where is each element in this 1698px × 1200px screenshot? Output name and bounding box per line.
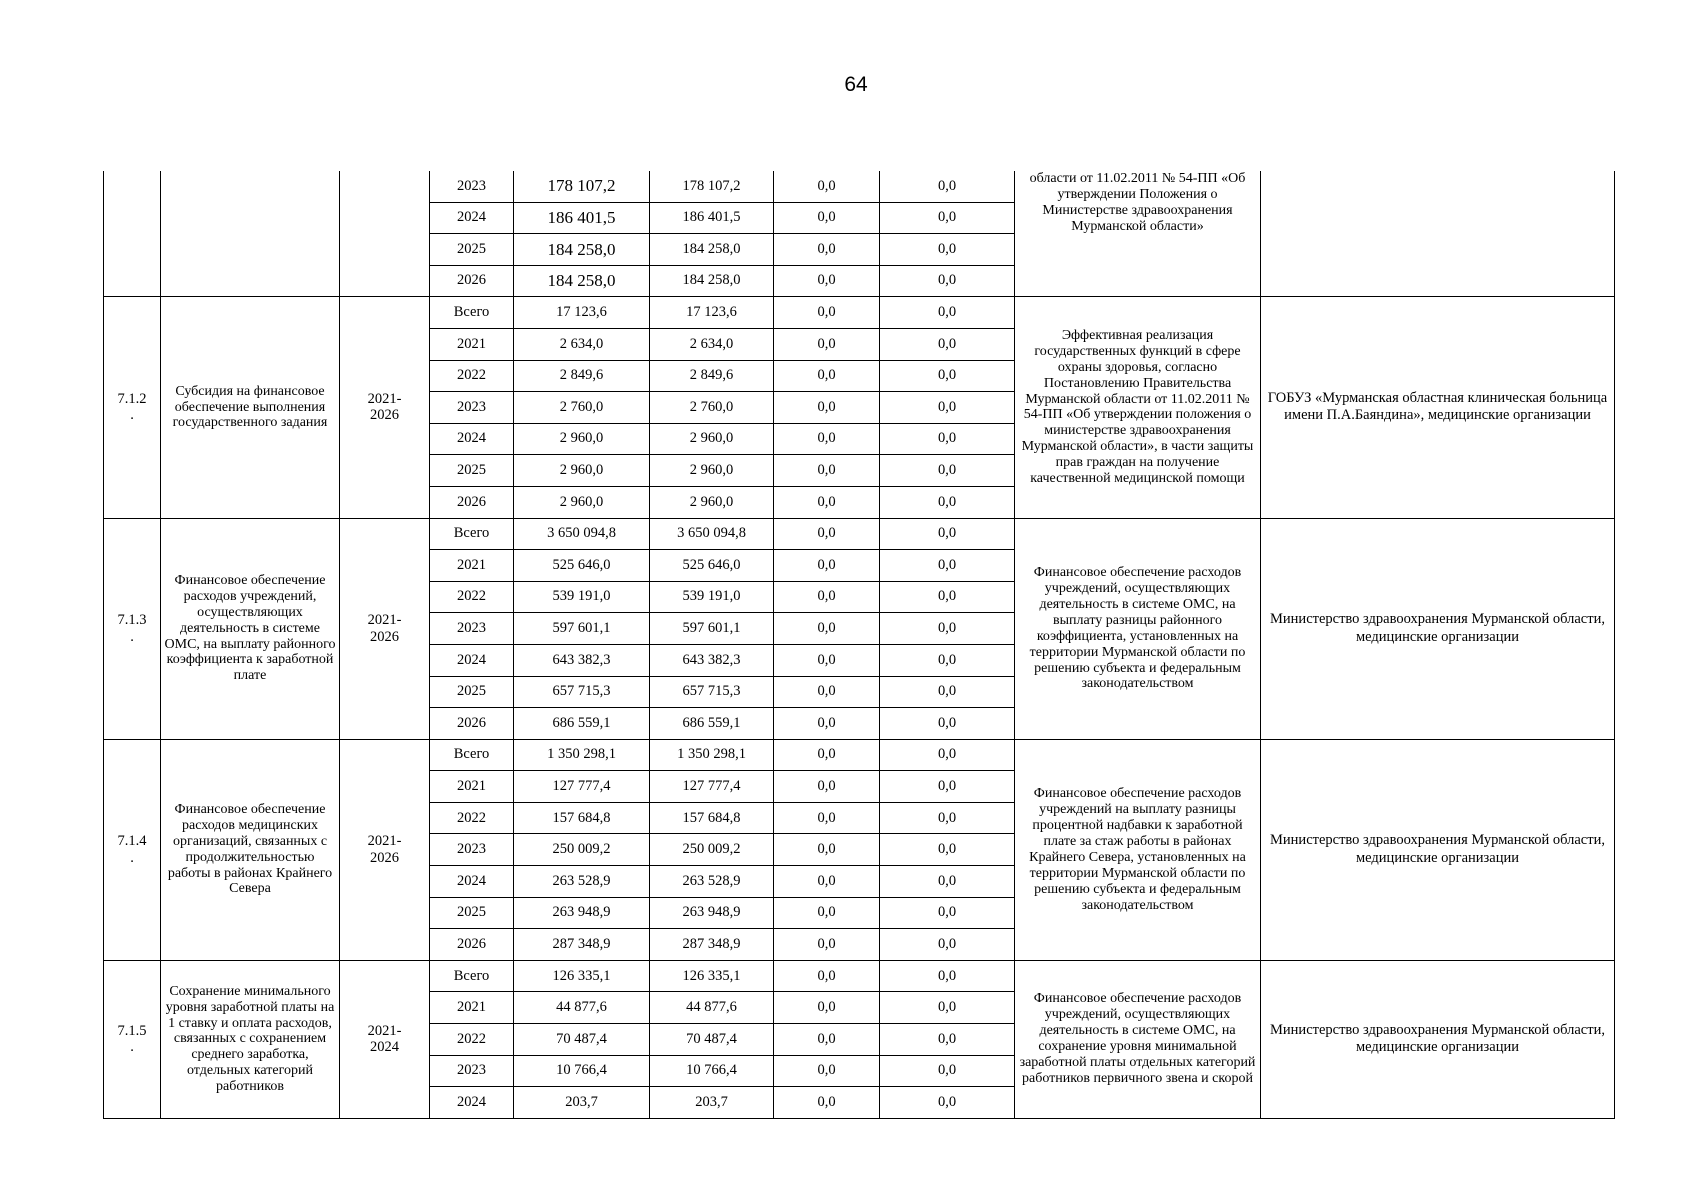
federal-budget-cell: 0,0 bbox=[774, 265, 880, 297]
item-number-cell-text: 7.1.5 . bbox=[117, 1022, 147, 1056]
other-sources-cell: 0,0 bbox=[880, 1024, 1015, 1056]
federal-budget-cell: 0,0 bbox=[774, 202, 880, 234]
total-cell: 2 849,6 bbox=[514, 360, 650, 392]
federal-budget-cell: 0,0 bbox=[774, 518, 880, 550]
item-number-cell-text: 7.1.2 . bbox=[117, 390, 147, 424]
total-cell: 3 650 094,8 bbox=[514, 518, 650, 550]
regional-budget-cell: 539 191,0 bbox=[650, 581, 774, 613]
total-cell: 70 487,4 bbox=[514, 1024, 650, 1056]
other-sources-cell: 0,0 bbox=[880, 455, 1015, 487]
item-period-cell-text: 2021- 2026 bbox=[367, 390, 402, 424]
item-number-cell bbox=[104, 518, 161, 739]
item-name-cell-text: Субсидия на финансовое обеспечение выполнения государственного задания bbox=[172, 383, 328, 431]
year-cell: Всего bbox=[430, 739, 514, 771]
federal-budget-cell: 0,0 bbox=[774, 992, 880, 1024]
item-name-cell-text: Финансовое обеспечение расходов медицинских организаций, связанных с продолжительностью работы в районах Крайнего Севера bbox=[167, 802, 333, 897]
total-cell: 686 559,1 bbox=[514, 708, 650, 740]
item-name-cell-text: Сохранение минимального уровня заработной платы на 1 ставку и оплата расходов, связанных с сохранением среднего заработка, отдельных категорий работников bbox=[165, 983, 335, 1094]
other-sources-cell: 0,0 bbox=[880, 644, 1015, 676]
year-cell: 2026 bbox=[430, 486, 514, 518]
federal-budget-cell: 0,0 bbox=[774, 297, 880, 329]
year-cell: Всего bbox=[430, 518, 514, 550]
other-sources-cell: 0,0 bbox=[880, 581, 1015, 613]
other-sources-cell: 0,0 bbox=[880, 866, 1015, 898]
other-sources-cell: 0,0 bbox=[880, 234, 1015, 266]
total-cell: 10 766,4 bbox=[514, 1055, 650, 1087]
other-sources-cell: 0,0 bbox=[880, 1087, 1015, 1119]
year-cell: 2022 bbox=[430, 581, 514, 613]
regional-budget-cell: 263 948,9 bbox=[650, 897, 774, 929]
description-cell bbox=[1015, 171, 1261, 297]
regional-budget-cell: 70 487,4 bbox=[650, 1024, 774, 1056]
other-sources-cell: 0,0 bbox=[880, 265, 1015, 297]
year-cell: 2021 bbox=[430, 771, 514, 803]
total-cell: 657 715,3 bbox=[514, 676, 650, 708]
regional-budget-cell: 287 348,9 bbox=[650, 929, 774, 961]
regional-budget-cell: 203,7 bbox=[650, 1087, 774, 1119]
regional-budget-cell: 186 401,5 bbox=[650, 202, 774, 234]
total-cell: 17 123,6 bbox=[514, 297, 650, 329]
table-row bbox=[104, 739, 1615, 771]
year-cell: 2025 bbox=[430, 676, 514, 708]
regional-budget-cell: 10 766,4 bbox=[650, 1055, 774, 1087]
year-cell: 2024 bbox=[430, 1087, 514, 1119]
federal-budget-cell: 0,0 bbox=[774, 802, 880, 834]
item-description-cell bbox=[1015, 518, 1261, 739]
regional-budget-cell: 250 009,2 bbox=[650, 834, 774, 866]
regional-budget-cell: 184 258,0 bbox=[650, 265, 774, 297]
item-period-cell-text: 2021- 2026 bbox=[367, 611, 402, 645]
budget-table bbox=[103, 171, 1615, 1119]
year-cell: 2024 bbox=[430, 866, 514, 898]
item-number-cell bbox=[104, 297, 161, 518]
federal-budget-cell: 0,0 bbox=[774, 676, 880, 708]
regional-budget-cell: 686 559,1 bbox=[650, 708, 774, 740]
regional-budget-cell: 2 960,0 bbox=[650, 455, 774, 487]
item-description-cell-text: Финансовое обеспечение расходов учреждений на выплату разницы процентной надбавки к заработной плате за стаж работы в районах Крайнего Севера, установленных на территории Мурманской области по решению субъекта и федеральным законодательством bbox=[1029, 785, 1246, 913]
other-sources-cell: 0,0 bbox=[880, 518, 1015, 550]
total-cell: 643 382,3 bbox=[514, 644, 650, 676]
federal-budget-cell: 0,0 bbox=[774, 929, 880, 961]
federal-budget-cell: 0,0 bbox=[774, 486, 880, 518]
total-cell: 2 760,0 bbox=[514, 392, 650, 424]
regional-budget-cell: 127 777,4 bbox=[650, 771, 774, 803]
name-cell bbox=[161, 171, 340, 297]
regional-budget-cell: 178 107,2 bbox=[650, 171, 774, 202]
regional-budget-cell: 643 382,3 bbox=[650, 644, 774, 676]
item-executor-cell-text: Министерство здравоохранения Мурманской области, медицинские организации bbox=[1270, 611, 1605, 645]
number-cell bbox=[104, 171, 161, 297]
other-sources-cell: 0,0 bbox=[880, 550, 1015, 582]
regional-budget-cell: 126 335,1 bbox=[650, 960, 774, 992]
total-cell: 539 191,0 bbox=[514, 581, 650, 613]
year-cell: 2024 bbox=[430, 644, 514, 676]
regional-budget-cell: 1 350 298,1 bbox=[650, 739, 774, 771]
other-sources-cell: 0,0 bbox=[880, 297, 1015, 329]
total-cell: 263 528,9 bbox=[514, 866, 650, 898]
year-cell: 2025 bbox=[430, 897, 514, 929]
federal-budget-cell: 0,0 bbox=[774, 550, 880, 582]
year-cell: 2023 bbox=[430, 392, 514, 424]
year-cell: 2025 bbox=[430, 234, 514, 266]
other-sources-cell: 0,0 bbox=[880, 739, 1015, 771]
year-cell: Всего bbox=[430, 297, 514, 329]
total-cell: 597 601,1 bbox=[514, 613, 650, 645]
item-name-cell-text: Финансовое обеспечение расходов учреждений, осуществляющих деятельность в системе ОМС, на выплату районного коэффициента к заработной плате bbox=[164, 573, 336, 684]
regional-budget-cell: 597 601,1 bbox=[650, 613, 774, 645]
total-cell: 250 009,2 bbox=[514, 834, 650, 866]
total-cell: 525 646,0 bbox=[514, 550, 650, 582]
total-cell: 126 335,1 bbox=[514, 960, 650, 992]
federal-budget-cell: 0,0 bbox=[774, 234, 880, 266]
federal-budget-cell: 0,0 bbox=[774, 581, 880, 613]
year-cell: 2024 bbox=[430, 202, 514, 234]
other-sources-cell: 0,0 bbox=[880, 834, 1015, 866]
total-cell: 127 777,4 bbox=[514, 771, 650, 803]
regional-budget-cell: 3 650 094,8 bbox=[650, 518, 774, 550]
total-cell: 184 258,0 bbox=[514, 234, 650, 266]
item-executor-cell bbox=[1261, 518, 1615, 739]
year-cell: 2024 bbox=[430, 423, 514, 455]
item-description-cell bbox=[1015, 297, 1261, 518]
other-sources-cell: 0,0 bbox=[880, 486, 1015, 518]
regional-budget-cell: 2 960,0 bbox=[650, 486, 774, 518]
other-sources-cell: 0,0 bbox=[880, 676, 1015, 708]
year-cell: 2022 bbox=[430, 1024, 514, 1056]
regional-budget-cell: 2 634,0 bbox=[650, 328, 774, 360]
federal-budget-cell: 0,0 bbox=[774, 708, 880, 740]
regional-budget-cell: 657 715,3 bbox=[650, 676, 774, 708]
item-executor-cell-text: Министерство здравоохранения Мурманской области, медицинские организации bbox=[1270, 832, 1605, 866]
item-description-cell bbox=[1015, 960, 1261, 1118]
item-period-cell bbox=[340, 518, 430, 739]
regional-budget-cell: 17 123,6 bbox=[650, 297, 774, 329]
year-cell: 2023 bbox=[430, 834, 514, 866]
total-cell: 203,7 bbox=[514, 1087, 650, 1119]
item-executor-cell bbox=[1261, 297, 1615, 518]
total-cell: 178 107,2 bbox=[514, 171, 650, 202]
year-cell: 2021 bbox=[430, 992, 514, 1024]
year-cell: 2023 bbox=[430, 171, 514, 202]
total-cell: 1 350 298,1 bbox=[514, 739, 650, 771]
page-number: 64 bbox=[844, 73, 868, 96]
year-cell: 2026 bbox=[430, 929, 514, 961]
table-row bbox=[104, 171, 1615, 202]
item-executor-cell-text: ГОБУЗ «Мурманская областная клиническая больница имени П.А.Баяндина», медицинские организации bbox=[1267, 390, 1608, 424]
total-cell: 44 877,6 bbox=[514, 992, 650, 1024]
other-sources-cell: 0,0 bbox=[880, 613, 1015, 645]
federal-budget-cell: 0,0 bbox=[774, 171, 880, 202]
federal-budget-cell: 0,0 bbox=[774, 771, 880, 803]
item-executor-cell-text: Министерство здравоохранения Мурманской области, медицинские организации bbox=[1270, 1021, 1605, 1056]
other-sources-cell: 0,0 bbox=[880, 802, 1015, 834]
other-sources-cell: 0,0 bbox=[880, 171, 1015, 202]
item-executor-cell bbox=[1261, 739, 1615, 960]
item-period-cell bbox=[340, 739, 430, 960]
item-period-cell bbox=[340, 960, 430, 1118]
other-sources-cell: 0,0 bbox=[880, 960, 1015, 992]
federal-budget-cell: 0,0 bbox=[774, 866, 880, 898]
year-cell: 2025 bbox=[430, 455, 514, 487]
item-name-cell bbox=[161, 960, 340, 1118]
total-cell: 184 258,0 bbox=[514, 265, 650, 297]
total-cell: 2 960,0 bbox=[514, 423, 650, 455]
item-description-cell-text: Эффективная реализация государственных функций в сфере охраны здоровья, согласно Постановлению Правительства Мурманской области от 11.02.2011 № 54-ПП «Об утверждении положения о министерстве здравоохранения Мурманской области», в части защиты прав граждан на получение качественной медицинской помощи bbox=[1021, 327, 1254, 487]
federal-budget-cell: 0,0 bbox=[774, 834, 880, 866]
federal-budget-cell: 0,0 bbox=[774, 644, 880, 676]
item-description-cell bbox=[1015, 739, 1261, 960]
item-number-cell bbox=[104, 960, 161, 1118]
total-cell: 2 634,0 bbox=[514, 328, 650, 360]
item-period-cell-text: 2021- 2024 bbox=[367, 1022, 402, 1056]
regional-budget-cell: 2 849,6 bbox=[650, 360, 774, 392]
year-cell: 2022 bbox=[430, 802, 514, 834]
description-cell-text: области от 11.02.2011 № 54-ПП «Об утверждении Положения о Министерстве здравоохранения Мурманской области» bbox=[1029, 171, 1246, 234]
item-name-cell bbox=[161, 297, 340, 518]
federal-budget-cell: 0,0 bbox=[774, 1087, 880, 1119]
table-body bbox=[104, 171, 1615, 1118]
federal-budget-cell: 0,0 bbox=[774, 897, 880, 929]
year-cell: 2023 bbox=[430, 613, 514, 645]
other-sources-cell: 0,0 bbox=[880, 202, 1015, 234]
other-sources-cell: 0,0 bbox=[880, 929, 1015, 961]
federal-budget-cell: 0,0 bbox=[774, 392, 880, 424]
period-cell bbox=[340, 171, 430, 297]
regional-budget-cell: 44 877,6 bbox=[650, 992, 774, 1024]
federal-budget-cell: 0,0 bbox=[774, 613, 880, 645]
federal-budget-cell: 0,0 bbox=[774, 423, 880, 455]
item-name-cell bbox=[161, 739, 340, 960]
year-cell: 2026 bbox=[430, 708, 514, 740]
total-cell: 2 960,0 bbox=[514, 455, 650, 487]
total-cell: 186 401,5 bbox=[514, 202, 650, 234]
item-executor-cell bbox=[1261, 960, 1615, 1118]
other-sources-cell: 0,0 bbox=[880, 708, 1015, 740]
federal-budget-cell: 0,0 bbox=[774, 360, 880, 392]
item-period-cell-text: 2021- 2026 bbox=[367, 833, 402, 866]
regional-budget-cell: 2 760,0 bbox=[650, 392, 774, 424]
regional-budget-cell: 263 528,9 bbox=[650, 866, 774, 898]
other-sources-cell: 0,0 bbox=[880, 897, 1015, 929]
table-row bbox=[104, 518, 1615, 550]
table-row bbox=[104, 297, 1615, 329]
other-sources-cell: 0,0 bbox=[880, 992, 1015, 1024]
total-cell: 263 948,9 bbox=[514, 897, 650, 929]
regional-budget-cell: 184 258,0 bbox=[650, 234, 774, 266]
federal-budget-cell: 0,0 bbox=[774, 328, 880, 360]
other-sources-cell: 0,0 bbox=[880, 423, 1015, 455]
regional-budget-cell: 2 960,0 bbox=[650, 423, 774, 455]
item-name-cell bbox=[161, 518, 340, 739]
federal-budget-cell: 0,0 bbox=[774, 1055, 880, 1087]
other-sources-cell: 0,0 bbox=[880, 360, 1015, 392]
other-sources-cell: 0,0 bbox=[880, 328, 1015, 360]
year-cell: 2023 bbox=[430, 1055, 514, 1087]
other-sources-cell: 0,0 bbox=[880, 1055, 1015, 1087]
total-cell: 2 960,0 bbox=[514, 486, 650, 518]
federal-budget-cell: 0,0 bbox=[774, 455, 880, 487]
total-cell: 157 684,8 bbox=[514, 802, 650, 834]
federal-budget-cell: 0,0 bbox=[774, 739, 880, 771]
table-row bbox=[104, 960, 1615, 992]
item-number-cell-text: 7.1.3 . bbox=[117, 611, 147, 645]
item-number-cell bbox=[104, 739, 161, 960]
other-sources-cell: 0,0 bbox=[880, 771, 1015, 803]
regional-budget-cell: 525 646,0 bbox=[650, 550, 774, 582]
year-cell: 2021 bbox=[430, 328, 514, 360]
year-cell: 2021 bbox=[430, 550, 514, 582]
federal-budget-cell: 0,0 bbox=[774, 1024, 880, 1056]
year-cell: Всего bbox=[430, 960, 514, 992]
total-cell: 287 348,9 bbox=[514, 929, 650, 961]
item-description-cell-text: Финансовое обеспечение расходов учреждений, осуществляющих деятельность в системе ОМС, на сохранение уровня минимальной заработной платы отдельных категорий работников первичного звена и скорой bbox=[1019, 991, 1256, 1087]
regional-budget-cell: 157 684,8 bbox=[650, 802, 774, 834]
item-number-cell-text: 7.1.4 . bbox=[117, 833, 147, 866]
executor-cell bbox=[1261, 171, 1615, 297]
other-sources-cell: 0,0 bbox=[880, 392, 1015, 424]
federal-budget-cell: 0,0 bbox=[774, 960, 880, 992]
year-cell: 2026 bbox=[430, 265, 514, 297]
item-period-cell bbox=[340, 297, 430, 518]
year-cell: 2022 bbox=[430, 360, 514, 392]
item-description-cell-text: Финансовое обеспечение расходов учреждений, осуществляющих деятельность в системе ОМС, на выплату разницы районного коэффициента, установленных на территории Мурманской области по решению субъекта и федеральным законодательством bbox=[1029, 564, 1246, 692]
